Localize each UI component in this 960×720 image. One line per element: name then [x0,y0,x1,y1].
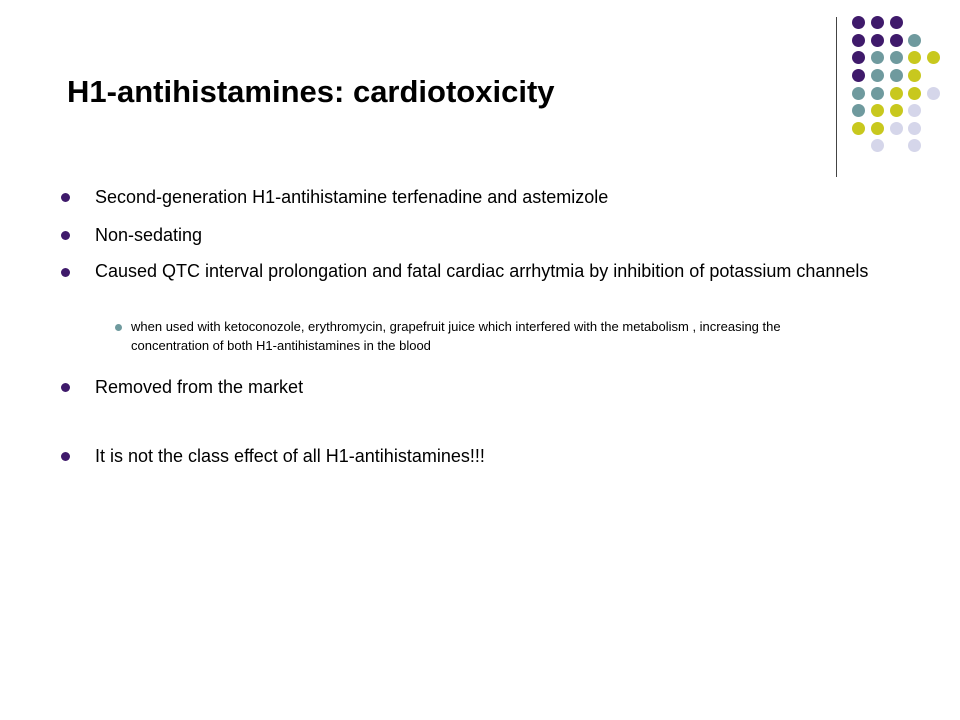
sub-bullet-marker [115,324,122,331]
bullet-marker [61,452,70,461]
bullet-marker [61,193,70,202]
bullet-marker [61,383,70,392]
bullet-text: Non-sedating [95,225,203,245]
bullet-marker [61,268,70,277]
sub-bullet-text: when used with ketoconozole, erythromycin, grapefruit juice which interfered with the metabolism , increasing the concentration of both H1-antihistamines in the blood [131,319,781,353]
slide-title: H1-antihistamines: cardiotoxicity [67,74,555,109]
bullet-text: It is not the class effect of all H1-antihistamines!!! [95,446,485,466]
bullet-text: Removed from the market [95,377,304,397]
bullet-text: Second-generation H1-antihistamine terfenadine and astemizole [95,187,609,207]
bullet-text: Caused QTC interval prolongation and fatal cardiac arrhytmia by inhibition of potassium channels [95,261,869,281]
bullet-marker [61,231,70,240]
